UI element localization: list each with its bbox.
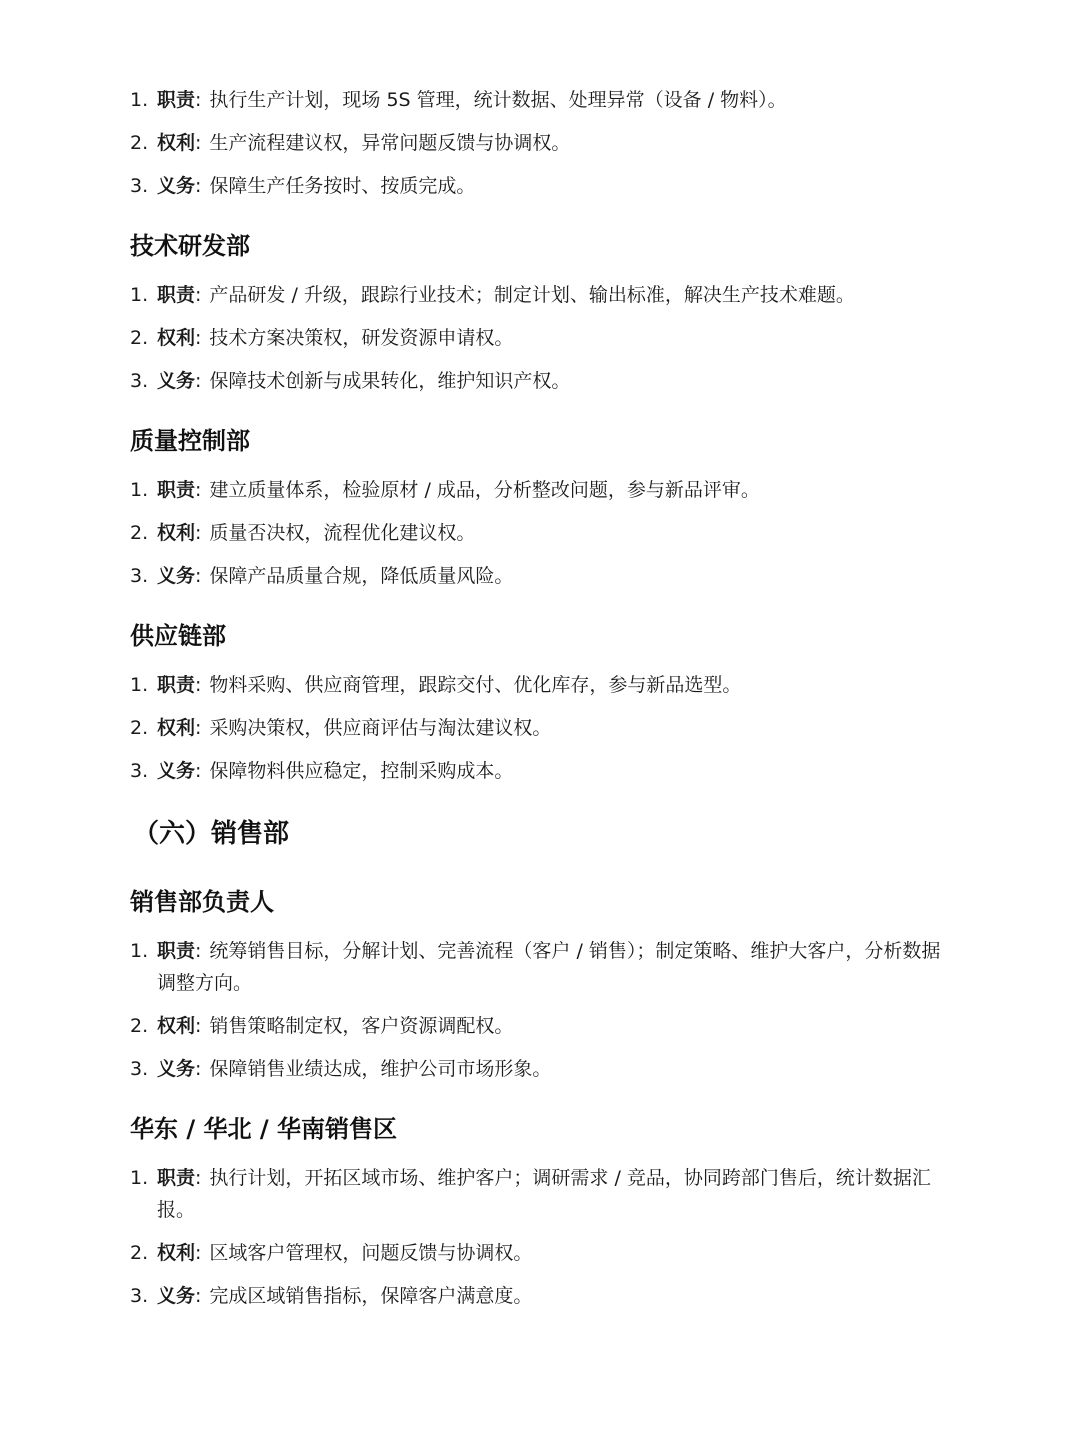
sales-head-heading: 销售部负责人 [130,888,274,916]
item-number: 2. [130,522,149,544]
item-number: 3. [130,1285,149,1307]
item-text: 生产流程建议权，异常问题反馈与协调权。 [209,132,571,154]
list-item: 2. 权利: 质量否决权，流程优化建议权。 [130,517,950,549]
sales-section-heading: （六）销售部 [133,819,290,849]
item-label: 义务 [157,1058,196,1080]
list-item: 2. 权利: 生产流程建议权，异常问题反馈与协调权。 [130,127,950,159]
item-label: 义务 [157,565,196,587]
list-item: 1. 职责: 建立质量体系，检验原材 / 成品，分析整改问题，参与新品评审。 [130,474,950,506]
item-text: 执行生产计划，现场 5S 管理，统计数据、处理异常（设备 / 物料）。 [209,89,787,111]
item-label: 权利 [157,327,196,349]
item-text: 保障物料供应稳定，控制采购成本。 [209,760,514,782]
list-item: 2. 权利: 采购决策权，供应商评估与淘汰建议权。 [130,712,950,744]
tech-list [130,279,950,408]
list-item: 3. 义务: 保障物料供应稳定，控制采购成本。 [130,755,950,787]
item-number: 2. [130,1242,149,1264]
item-text: 保障生产任务按时、按质完成。 [209,175,476,197]
list-item: 3. 义务: 完成区域销售指标，保障客户满意度。 [130,1280,950,1312]
list-item: 3. 义务: 保障产品质量合规，降低质量风险。 [130,560,950,592]
item-number: 1. [130,89,149,111]
list-item: 2. 权利: 区域客户管理权，问题反馈与协调权。 [130,1237,950,1269]
item-number: 1. [130,940,149,962]
list-item: 2. 权利: 销售策略制定权，客户资源调配权。 [130,1010,950,1042]
list-item: 3. 义务: 保障生产任务按时、按质完成。 [130,170,950,202]
item-number: 2. [130,717,149,739]
item-label: 义务 [157,760,196,782]
item-label: 职责 [157,674,196,696]
item-number: 1. [130,1167,149,1189]
item-text: 产品研发 / 升级，跟踪行业技术；制定计划、输出标准，解决生产技术难题。 [209,284,855,306]
item-number: 3. [130,565,149,587]
item-label: 权利 [157,1015,196,1037]
item-label: 职责 [157,89,196,111]
item-label: 职责 [157,284,196,306]
list-item: 1. 职责: 执行计划，开拓区域市场、维护客户；调研需求 / 竞品，协同跨部门售后，统计数据汇报。 [130,1162,950,1226]
item-text: 质量否决权，流程优化建议权。 [209,522,476,544]
supply-heading: 供应链部 [130,622,226,650]
item-text: 保障技术创新与成果转化，维护知识产权。 [209,370,571,392]
list-item: 3. 义务: 保障销售业绩达成，维护公司市场形象。 [130,1053,950,1085]
regions-list [130,1162,950,1323]
item-text: 物料采购、供应商管理，跟踪交付、优化库存，参与新品选型。 [209,674,742,696]
list-item: 2. 权利: 技术方案决策权，研发资源申请权。 [130,322,950,354]
list-item: 1. 职责: 物料采购、供应商管理，跟踪交付、优化库存，参与新品选型。 [130,669,950,701]
item-label: 权利 [157,717,196,739]
regions-heading: 华东 / 华北 / 华南销售区 [130,1115,397,1143]
item-text: 保障产品质量合规，降低质量风险。 [209,565,514,587]
item-text: 销售策略制定权，客户资源调配权。 [209,1015,514,1037]
list-item: 3. 义务: 保障技术创新与成果转化，维护知识产权。 [130,365,950,397]
item-text: 完成区域销售指标，保障客户满意度。 [209,1285,533,1307]
item-text: 保障销售业绩达成，维护公司市场形象。 [209,1058,552,1080]
item-text: 技术方案决策权，研发资源申请权。 [209,327,514,349]
item-text: 执行计划，开拓区域市场、维护客户；调研需求 / 竞品，协同跨部门售后，统计数据汇报。 [157,1167,931,1221]
item-number: 1. [130,674,149,696]
production-list [130,84,950,213]
item-label: 职责 [157,479,196,501]
item-number: 3. [130,1058,149,1080]
item-number: 3. [130,760,149,782]
item-label: 权利 [157,1242,196,1264]
item-label: 职责 [157,1167,196,1189]
item-number: 1. [130,284,149,306]
item-text: 区域客户管理权，问题反馈与协调权。 [209,1242,533,1264]
item-text: 采购决策权，供应商评估与淘汰建议权。 [209,717,552,739]
sales-head-list [130,935,950,1096]
quality-list [130,474,950,603]
item-number: 3. [130,370,149,392]
item-number: 1. [130,479,149,501]
list-item: 1. 职责: 执行生产计划，现场 5S 管理，统计数据、处理异常（设备 / 物料）。 [130,84,950,116]
list-item: 1. 职责: 统筹销售目标，分解计划、完善流程（客户 / 销售）；制定策略、维护大客户，分析数据调整方向。 [130,935,950,999]
item-label: 义务 [157,370,196,392]
list-item: 1. 职责: 产品研发 / 升级，跟踪行业技术；制定计划、输出标准，解决生产技术难题。 [130,279,950,311]
item-text: 建立质量体系，检验原材 / 成品，分析整改问题，参与新品评审。 [209,479,760,501]
quality-heading: 质量控制部 [130,427,250,455]
item-label: 义务 [157,1285,196,1307]
tech-heading: 技术研发部 [130,232,250,260]
supply-list [130,669,950,798]
item-label: 权利 [157,522,196,544]
item-number: 2. [130,327,149,349]
item-number: 2. [130,1015,149,1037]
item-number: 3. [130,175,149,197]
item-label: 权利 [157,132,196,154]
item-label: 职责 [157,940,196,962]
item-text: 统筹销售目标，分解计划、完善流程（客户 / 销售）；制定策略、维护大客户，分析数据调整方向。 [157,940,941,994]
item-number: 2. [130,132,149,154]
item-label: 义务 [157,175,196,197]
